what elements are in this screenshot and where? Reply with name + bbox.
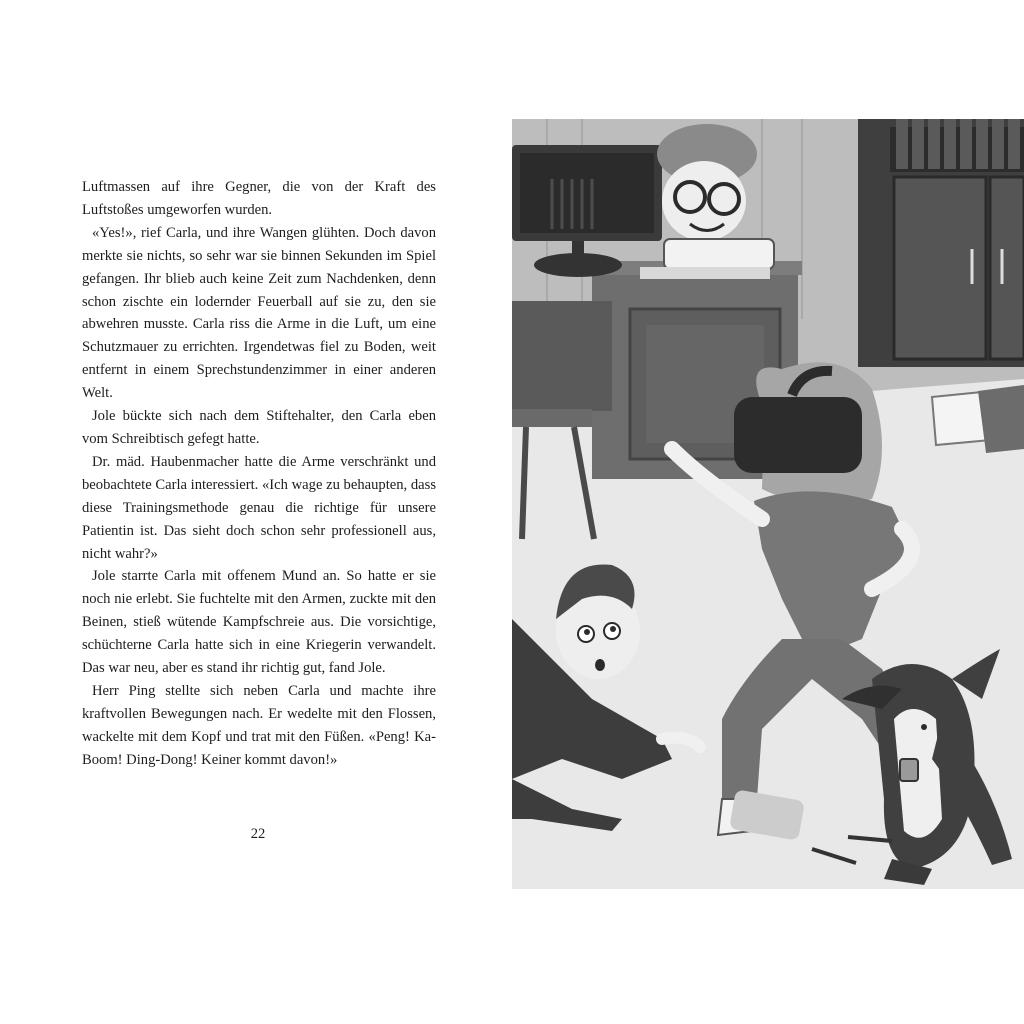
paragraph-1: Luftmassen auf ihre Gegner, die von der Kraft des Luftstoßes umgeworfen wurden. (82, 179, 436, 218)
book-illustration (512, 119, 1024, 889)
paragraph-6: Herr Ping stellte sich neben Carla und machte ihre kraftvollen Bewegungen nach. Er wedelte mit den Flossen, wackelte mit dem Kopf und trat mit den Füßen. «Peng! Ka-Boom! Ding-Dong! Keiner kommt davon!» (82, 682, 436, 768)
paragraph-4: Dr. mäd. Haubenmacher hatte die Arme verschränkt und beobachtete Carla interessiert. «Ich wage zu behaupten, dass diese Trainingsmethode genau die richtige für unsere Patientin ist. Das sieht doch schon sehr professionell aus, nicht wahr?» (82, 453, 436, 562)
paragraph-2: «Yes!», rief Carla, und ihre Wangen glühten. Doch davon merkte sie nichts, so sehr war sie binnen Sekunden im Spiel gefangen. Ihr blieb auch keine Zeit zum Nachdenken, denn schon zischte ein lodernder Feuerball auf sie zu, den sie abwehren musste. Carla riss die Arme in die Luft, um eine Schutzmauer zu errichten. Irgendetwas fiel zu Boden, weit entfernt in einem Sprechstundenzimmer in einer anderen Welt. (82, 224, 436, 402)
paragraph-5: Jole starrte Carla mit offenem Mund an. So hatte er sie noch nie erlebt. Sie fuchtelte mit den Armen, zuckte mit den Beinen, stieß wütende Kampfschreie aus. Die vorsichtige, schüchterne Carla hatte sich in eine Kriegerin verwandelt. Das war neu, aber es stand ihr richtig gut, fand Jole. (82, 568, 436, 677)
paragraph-3: Jole bückte sich nach dem Stiftehalter, den Carla eben vom Schreibtisch gefegt hatte. (82, 408, 436, 447)
page-number: 22 (250, 826, 266, 842)
illustration-drawing (512, 119, 1024, 889)
book-text-page (82, 176, 436, 772)
cabinet (858, 119, 1024, 367)
vr-headset-icon (734, 397, 862, 473)
